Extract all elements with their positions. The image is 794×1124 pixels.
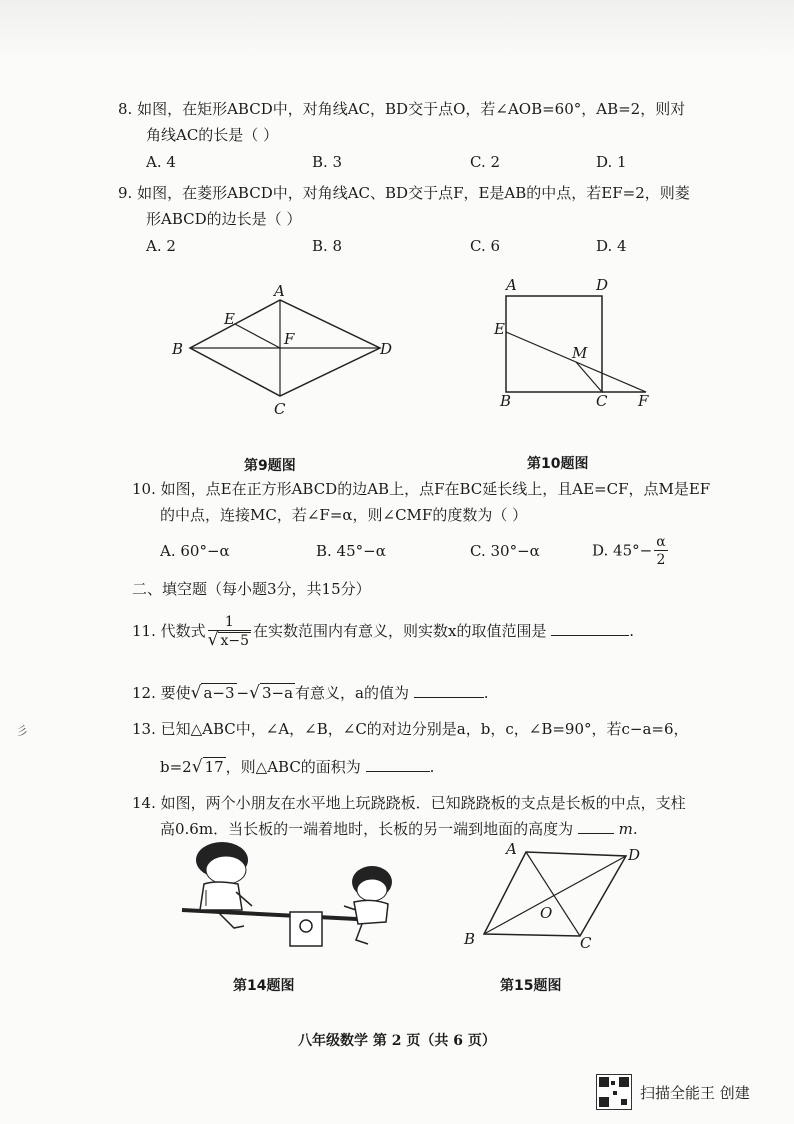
q13-end: . [429,758,435,776]
q10-option-a: A. 60°−α [160,542,230,560]
figure-15-parallelogram [456,838,656,958]
fig9-label-e: E [224,310,235,328]
q9-line1: 9. 如图，在菱形ABCD中，对角线AC、BD交于点F，E是AB的中点，若EF=2，则菱 [118,184,690,202]
q10-option-d-prefix: D. 45°− [592,541,653,560]
fig15-label-o: O [540,904,553,922]
q10-line1: 10. 如图，点E在正方形ABCD的边AB上，点F在BC延长线上，且AE=CF，点M是EF [132,480,711,498]
q11-answer-blank[interactable] [551,621,629,636]
figure-15-caption: 第15题图 [500,978,562,994]
margin-mark: 彡 [16,724,29,738]
fig15-label-d: D [628,846,641,864]
alpha-half-fraction [654,534,667,569]
q9-option-d: D. 4 [596,237,627,255]
q14-line1: 14. 如图，两个小朋友在水平地上玩跷跷板．已知跷跷板的支点是长板的中点，支柱 [132,794,686,812]
q12-suffix: 有意义，a的值为 [295,684,409,702]
fig10-label-b: B [500,392,512,410]
fig10-label-m: M [572,344,588,362]
fig10-label-e: E [494,320,505,338]
figure-10-caption: 第10题图 [527,456,589,472]
fraction-denominator: 2 [656,552,666,568]
fig9-label-b: B [172,340,184,358]
fig15-label-c: C [580,934,592,952]
fig9-label-c: C [274,400,286,418]
fig10-label-d: D [596,276,609,294]
fraction-numerator: α [656,534,666,550]
fig9-label-d: D [380,340,393,358]
q11-radicand: x−5 [220,633,250,649]
q13-line1: 13. 已知△ABC中，∠A，∠B，∠C的对边分别是a，b，c，∠B=90°，若c−a=6， [132,720,689,738]
q13-suffix: ，则△ABC的面积为 [225,758,361,776]
q13-line2: b=2√ 17 ，则△ABC的面积为 . [160,757,435,777]
q8-line2: 角线AC的长是（ ） [146,126,279,144]
scanner-watermark-text: 扫描全能王 创建 [640,1084,750,1102]
fig15-label-b: B [464,930,476,948]
figure-14-seesaw-illustration [176,840,406,960]
q8-option-a: A. 4 [146,153,176,171]
q12-radicand-2: 3−a [261,684,294,702]
q14-line2 [160,818,638,839]
q12-minus: − [236,684,250,702]
q11-denominator: √ x−5 [207,630,250,650]
q14-answer-blank[interactable] [578,819,614,834]
q10-line2: 的中点，连接MC，若∠F=α，则∠CMF的度数为（ ） [160,506,528,524]
q8-line1: 8. 如图，在矩形ABCD中，对角线AC，BD交于点O，若∠AOB=60°，AB=2，则对 [118,100,686,118]
fig9-label-f: F [284,330,295,348]
q9-line2: 形ABCD的边长是（ ） [146,210,302,228]
q12-radicand-1: a−3 [203,684,235,702]
q12-answer-blank[interactable] [414,683,484,698]
fig10-label-a: A [506,276,517,294]
q12-end: . [483,684,489,702]
q10-option-c: C. 30°−α [470,542,540,560]
section-2-title: 二、填空题（每小题3分，共15分） [132,580,371,598]
q12-prefix: 12. 要使 [132,684,191,702]
q8-option-c: C. 2 [470,153,501,171]
q10-option-d [592,534,670,569]
qr-code-icon [596,1074,632,1110]
fig9-label-a: A [274,282,285,300]
q14-line2-text: 高0.6m．当长板的一端着地时，长板的另一端到地面的高度为 [160,820,574,838]
q13-b-prefix: b=2 [160,758,192,776]
q13-answer-blank[interactable] [366,757,430,772]
scan-shadow [0,0,794,60]
q8-option-d: D. 1 [596,153,627,171]
q12: 12. 要使√ a−3 −√ 3−a 有意义，a的值为 . [132,683,489,703]
q11-prefix: 11. 代数式 [132,622,206,640]
figure-10-square [486,272,666,412]
fig15-label-a: A [506,840,517,858]
q11-end: . [629,622,635,640]
fig10-label-c: C [596,392,608,410]
q8-option-b: B. 3 [312,153,343,171]
fig10-label-f: F [638,392,649,410]
q9-option-a: A. 2 [146,237,176,255]
page-footer: 八年级数学 第 2 页（共 6 页） [298,1033,496,1049]
q9-option-c: C. 6 [470,237,501,255]
q11-fraction [208,614,251,650]
q11-numerator: 1 [208,614,251,631]
q11-suffix: 在实数范围内有意义，则实数x的取值范围是 [253,622,547,640]
q11 [132,614,634,650]
figure-9-caption: 第9题图 [244,458,296,474]
q9-option-b: B. 8 [312,237,343,255]
figure-14-caption: 第14题图 [233,978,295,994]
q13-radicand: 17 [204,758,224,776]
q14-unit: m. [618,820,638,838]
q10-option-b: B. 45°−α [316,542,386,560]
figure-9-rhombus [160,280,400,420]
